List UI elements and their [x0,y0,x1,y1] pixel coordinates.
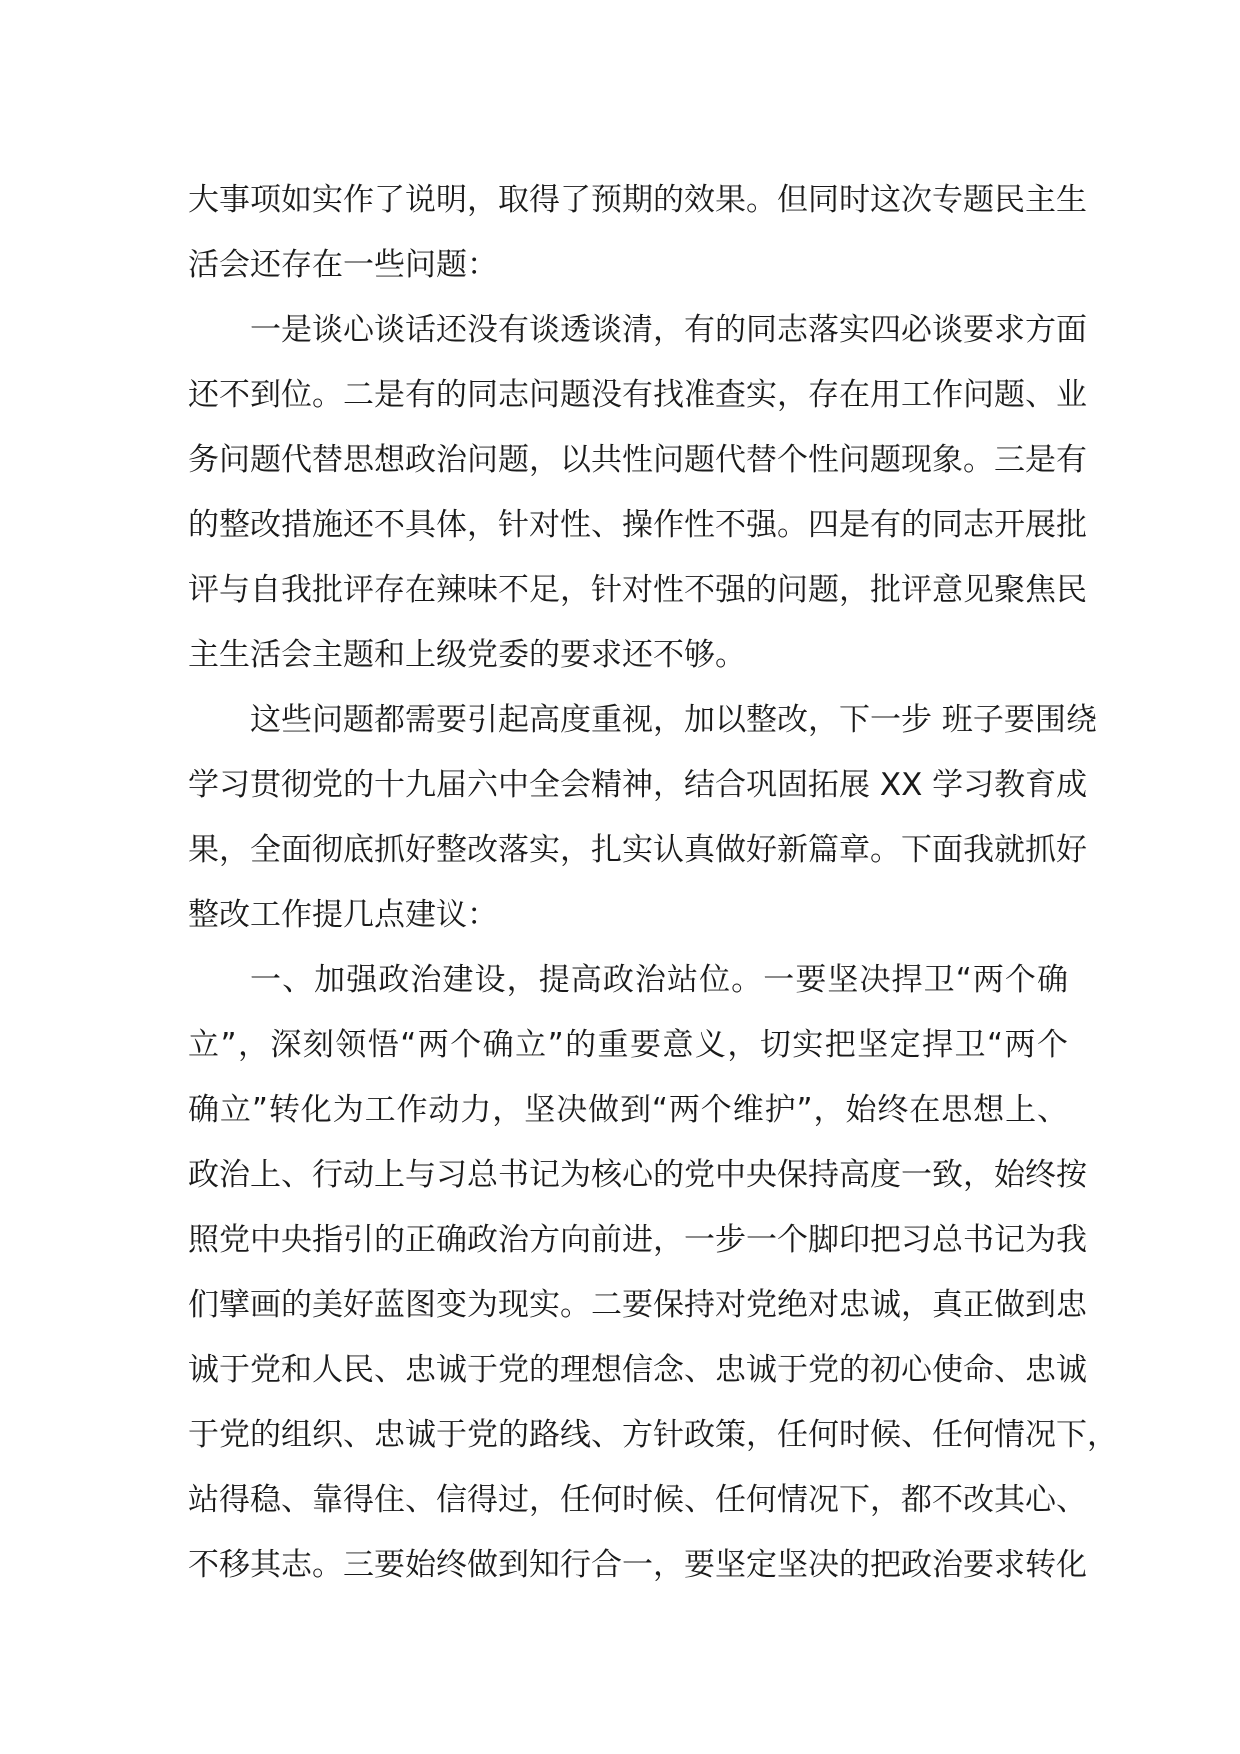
text-line: 立”，深刻领悟“两个确立”的重要意义，切实把坚定捍卫“两个 [188,1027,1068,1063]
text-line: 诚于党和人民、忠诚于党的理想信念、忠诚于党的初心使命、忠诚 [188,1352,1087,1388]
text-line: 政治上、行动上与习总书记为核心的党中央保持高度一致，始终按 [188,1157,1087,1193]
text-line: 主生活会主题和上级党委的要求还不够。 [188,637,746,673]
text-line: 照党中央指引的正确政治方向前进，一步一个脚印把习总书记为我 [188,1222,1087,1258]
text-line: 还不到位。二是有的同志问题没有找准查实，存在用工作问题、业 [188,377,1087,413]
paragraph-start-line: 这些问题都需要引起高度重视，加以整改，下一步 班子要围绕 [250,702,1097,738]
text-line: 学习贯彻党的十九届六中全会精神，结合巩固拓展 XX 学习教育成 [188,767,1088,803]
text-line: 整改工作提几点建议： [188,897,498,933]
text-line: 于党的组织、忠诚于党的路线、方针政策，任何时候、任何情况下， [188,1417,1118,1453]
text-line: 确立”转化为工作动力，坚决做到“两个维护”，始终在思想上、 [188,1092,1068,1128]
text-line: 站得稳、靠得住、信得过，任何时候、任何情况下，都不改其心、 [188,1482,1087,1518]
text-line: 评与自我批评存在辣味不足，针对性不强的问题，批评意见聚焦民 [188,572,1087,608]
paragraph-start-line: 一是谈心谈话还没有谈透谈清，有的同志落实四必谈要求方面 [250,312,1087,348]
document-body [188,168,1118,1598]
text-line: 们擘画的美好蓝图变为现实。二要保持对党绝对忠诚，真正做到忠 [188,1287,1087,1323]
paragraph-start-line: 一、加强政治建设，提高政治站位。一要坚决捍卫“两个确 [250,962,1068,998]
text-line: 果，全面彻底抓好整改落实，扎实认真做好新篇章。下面我就抓好 [188,832,1087,868]
text-line: 活会还存在一些问题： [188,247,498,283]
text-line: 务问题代替思想政治问题，以共性问题代替个性问题现象。三是有 [188,442,1087,478]
text-line: 大事项如实作了说明，取得了预期的效果。但同时这次专题民主生 [188,182,1087,218]
text-line: 的整改措施还不具体，针对性、操作性不强。四是有的同志开展批 [188,507,1087,543]
text-line: 不移其志。三要始终做到知行合一，要坚定坚决的把政治要求转化 [188,1547,1087,1583]
